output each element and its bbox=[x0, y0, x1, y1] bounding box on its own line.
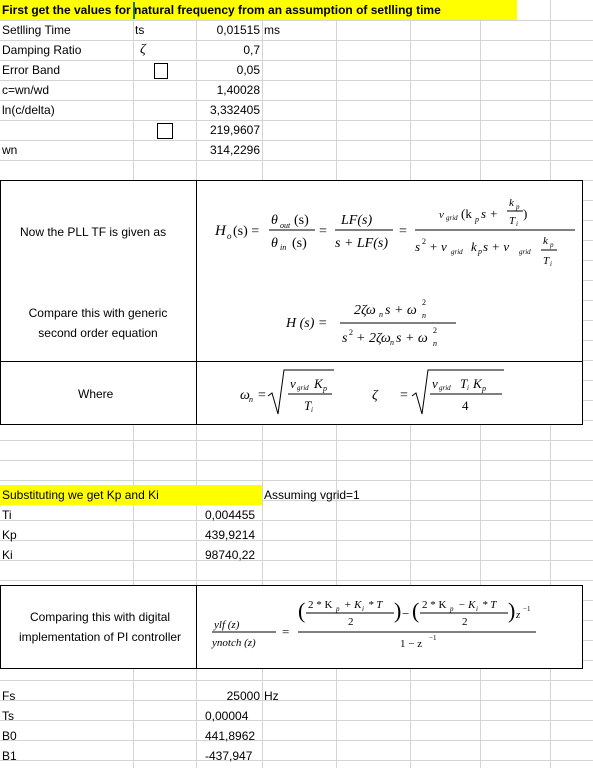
divider bbox=[196, 585, 197, 669]
eq-dig-den-exp: −1 bbox=[429, 634, 437, 642]
eq-num-2zw: 2ζω bbox=[354, 303, 376, 318]
eq-dig-den: 1 − z bbox=[400, 638, 423, 650]
eq-ylf: ylf (z) bbox=[214, 619, 240, 631]
eq-equals-3: = bbox=[258, 388, 266, 403]
eq-dig-plus: + K bbox=[344, 599, 362, 611]
eq-LF-s: LF(s) bbox=[341, 213, 373, 228]
eq-dig-exp: −1 bbox=[523, 605, 531, 613]
row-label: Error Band bbox=[2, 63, 61, 77]
row-label: Damping Ratio bbox=[2, 43, 82, 57]
eq-kp-top: k bbox=[509, 197, 514, 209]
eq-dig-p-sub-2: p bbox=[450, 605, 454, 613]
eq-dig-z: z bbox=[516, 609, 521, 621]
eq-vgrid-2: v bbox=[290, 376, 296, 391]
eq-plus-v: + v bbox=[429, 239, 447, 254]
gain-label: Ti bbox=[2, 508, 12, 522]
eq-i-sub-3: i bbox=[311, 406, 313, 414]
zeta-symbol: ζ bbox=[140, 42, 146, 57]
eq-dig-T: * T bbox=[368, 599, 383, 611]
eq-sq-3: 2 bbox=[349, 328, 353, 337]
param-value: 0,00004 bbox=[205, 709, 249, 723]
eq-dig-i-sub-2: i bbox=[476, 605, 478, 613]
digital-pi-equation bbox=[210, 590, 580, 664]
param-value: 25000 bbox=[226, 689, 260, 703]
eq-of-s-2: (s) bbox=[292, 236, 307, 251]
eq-n-sub-4: n bbox=[433, 339, 437, 348]
row-label: ln(c/delta) bbox=[2, 103, 55, 117]
gain-label: Kp bbox=[2, 528, 17, 542]
svg-text:): ) bbox=[523, 206, 528, 221]
eq-vgrid: v bbox=[439, 209, 444, 221]
eq-grid-sub-3: grid bbox=[519, 248, 531, 256]
row-label: Setlling Time bbox=[2, 23, 71, 37]
svg-text:(: ( bbox=[298, 598, 306, 623]
row-value: 0,7 bbox=[243, 43, 260, 57]
eq-sub-o: o bbox=[227, 231, 232, 241]
row-symbol: ts bbox=[135, 23, 145, 37]
assuming-vgrid-label: Assuming vgrid=1 bbox=[264, 488, 360, 502]
eq-p-sub-3: p bbox=[478, 247, 482, 256]
eq-omega-n-sub: n bbox=[249, 395, 253, 404]
eq-s-plus-v: s + v bbox=[483, 239, 510, 254]
divider bbox=[196, 362, 197, 424]
eq-vgrid-3: v bbox=[432, 376, 438, 391]
row-value: 0,05 bbox=[236, 63, 260, 77]
eq-p-sub-6: p bbox=[482, 384, 486, 393]
eq-den-s-plus-w: s + ω bbox=[396, 331, 428, 346]
eq-Ti: T bbox=[509, 215, 516, 227]
gain-value: 439,9214 bbox=[205, 528, 256, 542]
eq-dig-two: 2 bbox=[348, 616, 354, 628]
param-label: Ts bbox=[2, 709, 14, 723]
cell-selection-marker bbox=[133, 2, 135, 19]
generic-second-order-label: Compare this with generic second order equation bbox=[28, 306, 168, 340]
eq-i-sub-4: i bbox=[467, 384, 469, 392]
row-value: 3,332405 bbox=[209, 103, 260, 117]
gain-value: 98740,22 bbox=[205, 548, 256, 562]
eq-s-plus-LF: s + LF(s) bbox=[335, 236, 389, 251]
pll-tf-label: Now the PLL TF is given as bbox=[20, 225, 167, 239]
gain-value: 0,004455 bbox=[205, 508, 256, 522]
eq-four: 4 bbox=[462, 398, 469, 413]
eq-Kp: K bbox=[314, 376, 323, 391]
eq-grid-sub-5: grid bbox=[439, 384, 451, 392]
eq-i-sub-2: i bbox=[550, 260, 552, 268]
eq-equals-2: = bbox=[399, 224, 407, 239]
eq-dig-two-2: 2 bbox=[462, 616, 468, 628]
param-unit: Hz bbox=[264, 689, 279, 703]
eq-sq-4: 2 bbox=[433, 326, 437, 335]
eq-omega: ω bbox=[240, 388, 250, 403]
svg-text:): ) bbox=[508, 598, 516, 623]
eq-dig-num1: 2 * K bbox=[308, 599, 333, 611]
eq-H-s: H (s) = bbox=[286, 316, 328, 331]
row-unit: ms bbox=[264, 23, 280, 37]
where-label: Where bbox=[78, 387, 114, 401]
divider bbox=[196, 283, 197, 363]
eq-n-sub: n bbox=[379, 310, 383, 319]
eq-s-arg: (s) = bbox=[233, 224, 260, 239]
eq-dig-i-sub: i bbox=[362, 605, 364, 613]
eq-p-sub-4: p bbox=[550, 241, 554, 249]
param-label: B0 bbox=[2, 729, 17, 743]
eq-out-sub: out bbox=[280, 221, 291, 230]
eq-dig-T-2: * T bbox=[482, 599, 497, 611]
eq-equals-4: = bbox=[400, 388, 408, 403]
eq-equals-5: = bbox=[282, 624, 290, 639]
eq-theta-in: θ bbox=[271, 236, 278, 251]
eq-in-sub: in bbox=[280, 243, 287, 252]
eq-n-sub-2: n bbox=[422, 311, 426, 320]
eq-p-sub-5: p bbox=[323, 384, 327, 393]
sigma-symbol-box bbox=[157, 123, 173, 139]
row-value: 219,9607 bbox=[209, 123, 260, 137]
eq-H-o: H bbox=[215, 223, 226, 239]
eq-Ti-2: T bbox=[543, 255, 550, 267]
row-value: 0,01515 bbox=[216, 23, 260, 37]
svg-text:−: − bbox=[402, 606, 410, 621]
eq-s2: s bbox=[415, 239, 421, 254]
header-title: First get the values for natural frequency from an assumption of setlling time bbox=[0, 0, 517, 20]
param-value: 441,8962 bbox=[205, 729, 256, 743]
eq-of-s: (s) bbox=[294, 213, 309, 228]
generic-second-order-equation bbox=[280, 292, 480, 356]
eq-grid-sub-2: grid bbox=[451, 248, 463, 256]
eq-equals-1: = bbox=[319, 224, 327, 239]
eq-sq-2: 2 bbox=[422, 298, 426, 307]
eq-kp-den-2: k bbox=[543, 235, 548, 247]
eq-grid-sub-4: grid bbox=[297, 384, 309, 392]
eq-theta-out: θ bbox=[271, 213, 278, 228]
gain-label: Ki bbox=[2, 548, 13, 562]
error-band-symbol-box bbox=[154, 63, 168, 79]
eq-p-sub-2: p bbox=[516, 203, 520, 211]
row-value: 314,2296 bbox=[209, 143, 260, 157]
row-label: c=wn/wd bbox=[2, 83, 50, 97]
svg-text:(: ( bbox=[412, 598, 420, 623]
eq-s-plus-w: s + ω bbox=[385, 303, 417, 318]
eq-kp-open: (k bbox=[461, 206, 472, 221]
eq-s-plus: s + bbox=[481, 206, 499, 221]
param-label: Fs bbox=[2, 689, 16, 703]
svg-text:): ) bbox=[394, 598, 402, 623]
eq-dig-p-sub: p bbox=[336, 605, 340, 613]
eq-sq: 2 bbox=[422, 237, 426, 246]
substituting-label: Substituting we get Kp and Ki bbox=[0, 485, 262, 505]
eq-zeta: ζ bbox=[372, 388, 378, 403]
eq-Kp-2: K bbox=[473, 376, 482, 391]
digital-impl-label: Comparing this with digital implementation of PI controller bbox=[18, 610, 182, 644]
eq-n-sub-3: n bbox=[390, 338, 394, 347]
eq-i-sub: i bbox=[516, 220, 518, 228]
eq-dig-minus: − K bbox=[458, 599, 476, 611]
param-label: B1 bbox=[2, 749, 17, 763]
divider bbox=[196, 180, 197, 284]
eq-den-2zw: + 2ζω bbox=[356, 331, 391, 346]
param-value: -437,947 bbox=[205, 749, 253, 763]
omega-n-equation bbox=[240, 366, 360, 422]
eq-p-sub: p bbox=[475, 215, 479, 224]
eq-ynotch: ynotch (z) bbox=[212, 637, 256, 649]
eq-Ti-4: T bbox=[460, 376, 468, 391]
eq-dig-num2: 2 * K bbox=[422, 599, 447, 611]
eq-kp-den: k bbox=[471, 239, 477, 254]
zeta-equation bbox=[372, 366, 512, 422]
pll-tf-equation bbox=[205, 184, 577, 280]
eq-grid-sub: grid bbox=[446, 214, 458, 222]
eq-den-s: s bbox=[342, 331, 348, 346]
eq-Ti-3: T bbox=[304, 398, 312, 413]
row-label: wn bbox=[2, 143, 18, 157]
row-value: 1,40028 bbox=[216, 83, 260, 97]
